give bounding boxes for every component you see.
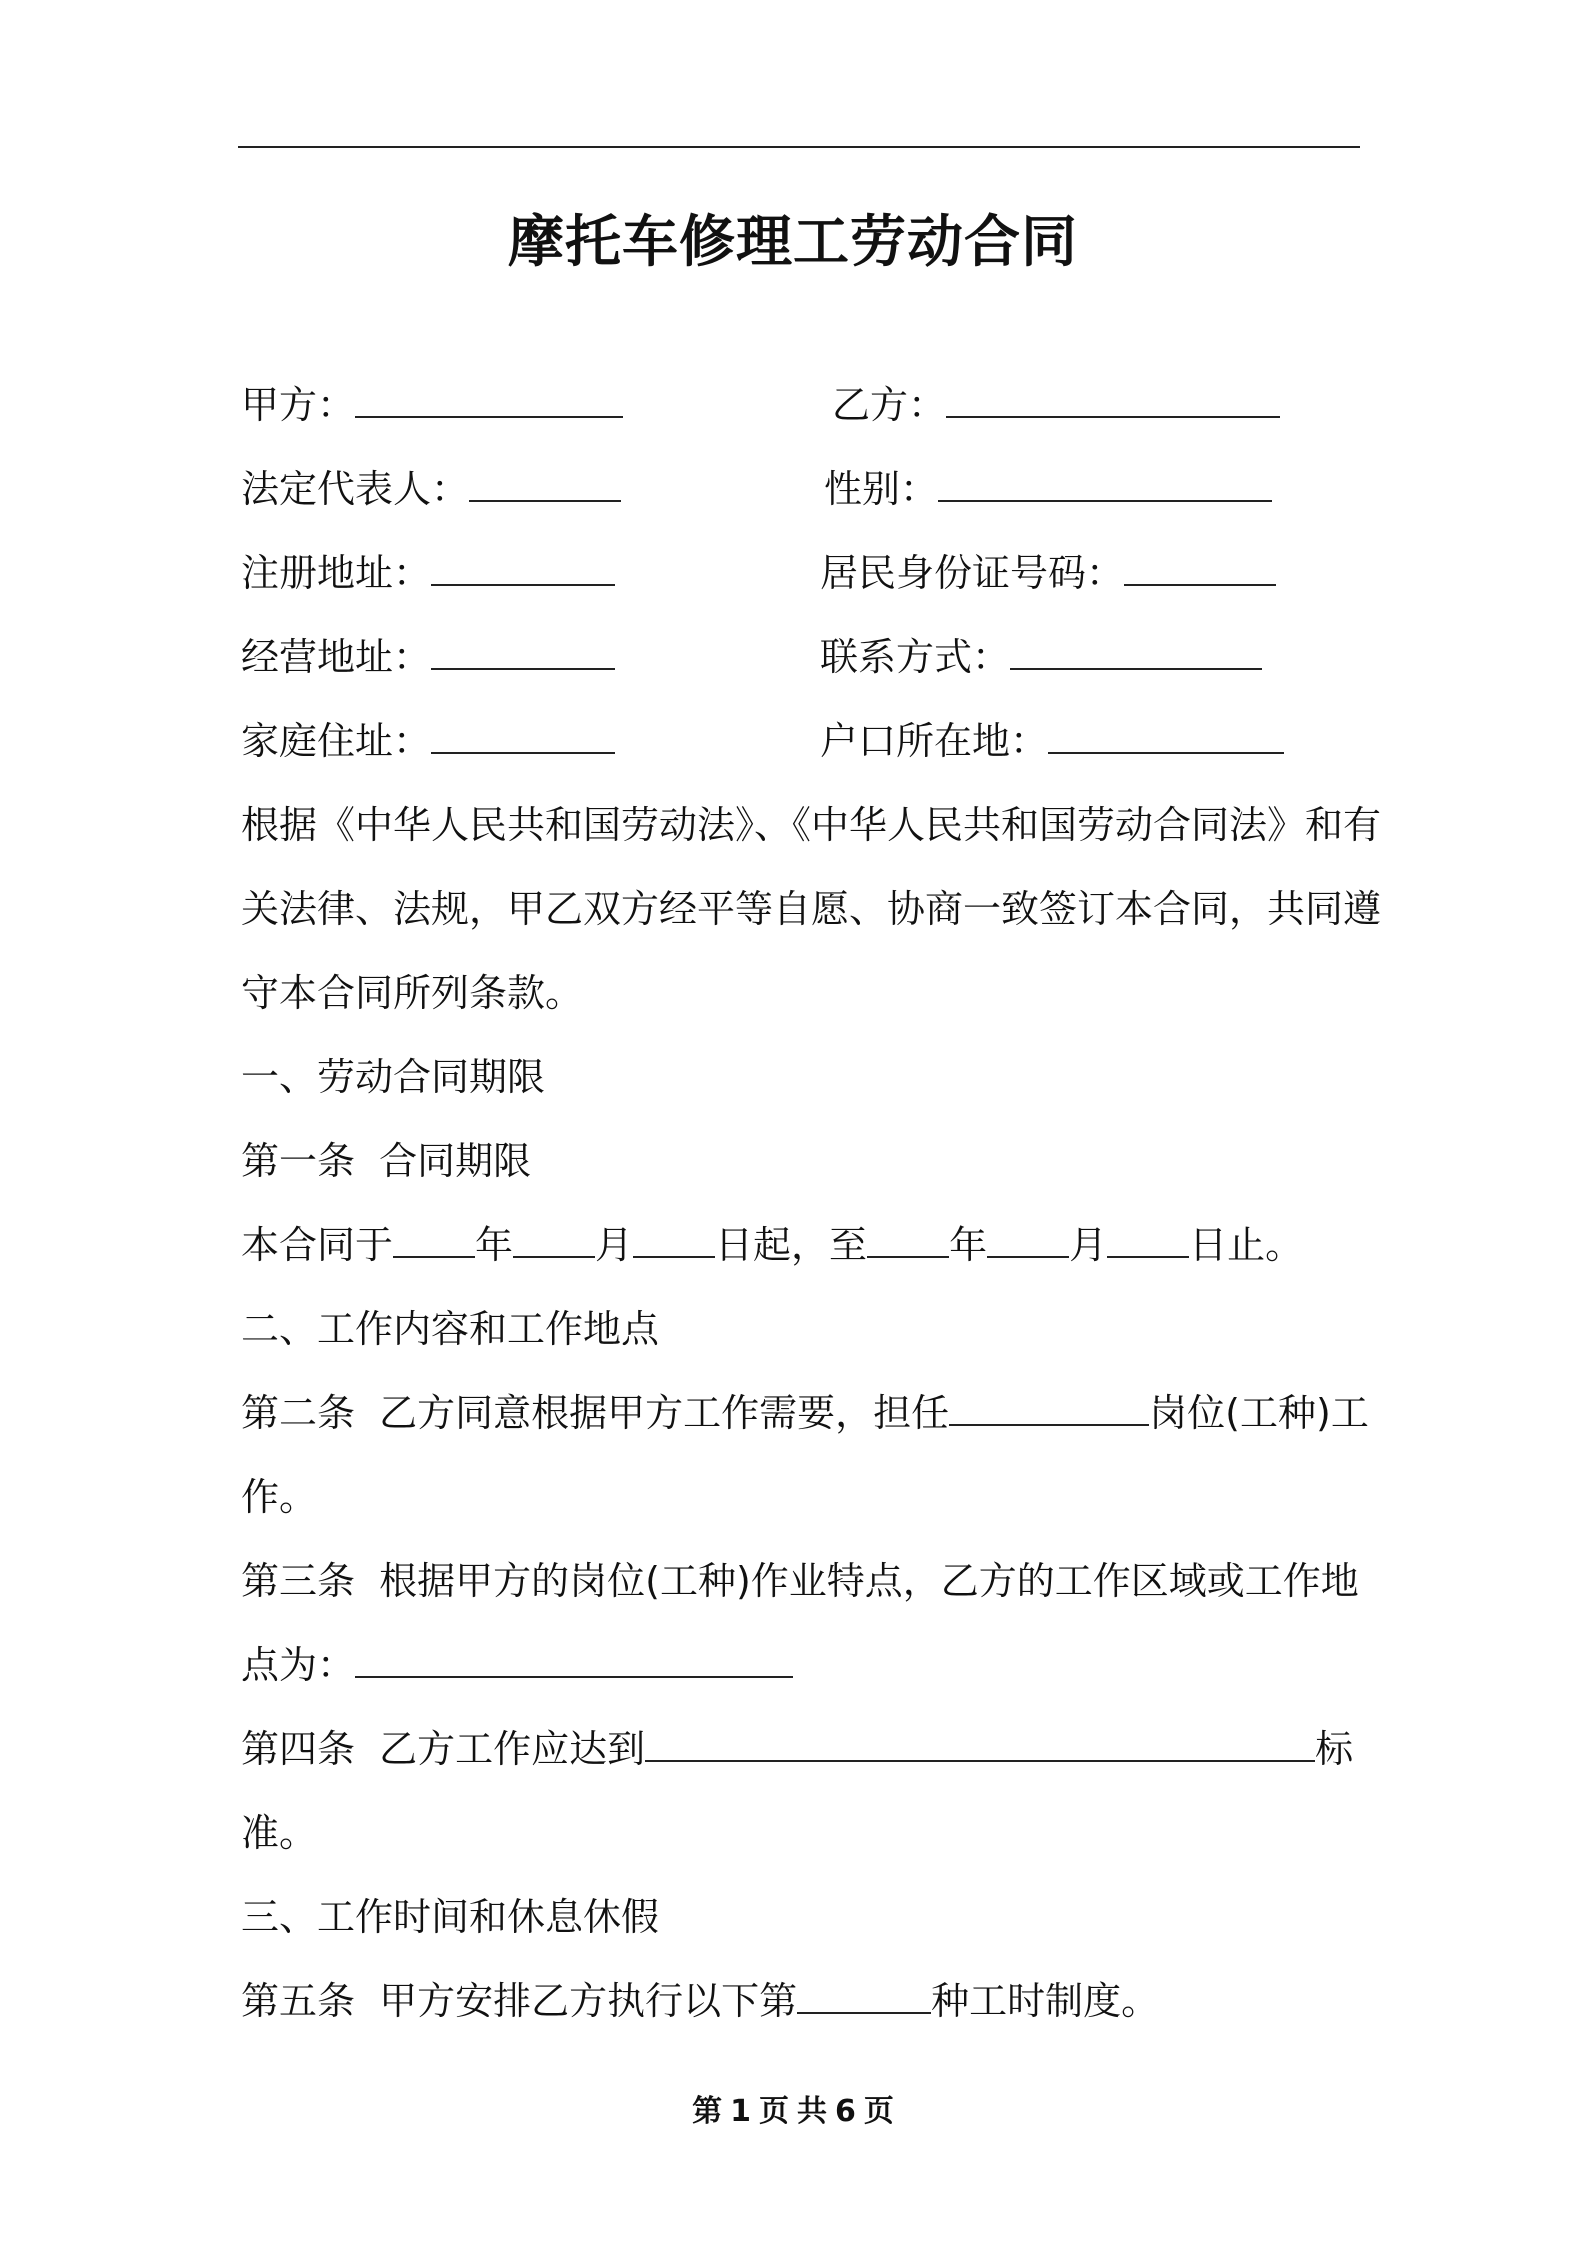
- contact-row: [820, 632, 1262, 682]
- contact-blank: [1010, 634, 1262, 670]
- intro-line-3: 守本合同所列条款。: [241, 971, 584, 1015]
- id-number-row: [820, 548, 1276, 598]
- section-2-heading: 二、工作内容和工作地点: [241, 1307, 660, 1351]
- id-number-label: 居民身份证号码：: [820, 551, 1125, 595]
- art1-prefix: 本合同于: [241, 1223, 394, 1267]
- article-1-text: [241, 1220, 1303, 1270]
- header-rule: [238, 146, 1360, 148]
- party-a-blank: [355, 382, 623, 418]
- footer-ye: 页: [759, 2094, 789, 2129]
- article-4-line-2: 准。: [241, 1811, 318, 1855]
- gender-row: [824, 464, 1272, 514]
- footer-page-number: 1: [730, 2094, 751, 2129]
- party-b-row: [832, 380, 1280, 430]
- start-month-blank: [513, 1222, 595, 1258]
- art1-year-2: 年: [949, 1223, 988, 1267]
- footer-di: 第: [692, 2094, 723, 2129]
- gender-label: 性别：: [824, 467, 939, 511]
- household-reg-label: 户口所在地：: [820, 719, 1049, 763]
- contact-label: 联系方式：: [820, 635, 1011, 679]
- art5-suffix: 种工时制度。: [931, 1979, 1160, 2023]
- article-3-line-1: 第三条 根据甲方的岗位(工种)作业特点，乙方的工作区域或工作地: [241, 1559, 1359, 1603]
- article-2-line-2: 作。: [241, 1475, 318, 1519]
- start-day-blank: [633, 1222, 715, 1258]
- intro-line-1: 根据《中华人民共和国劳动法》、《中华人民共和国劳动合同法》和有: [241, 803, 1382, 847]
- id-number-blank: [1124, 550, 1276, 586]
- art5-prefix: 第五条 甲方安排乙方执行以下第: [241, 1979, 798, 2023]
- home-address-label: 家庭住址：: [241, 719, 432, 763]
- art3-label: 点为：: [241, 1643, 356, 1687]
- end-year-blank: [867, 1222, 949, 1258]
- footer-ye-2: 页: [863, 2094, 894, 2129]
- work-location-blank: [355, 1642, 793, 1678]
- article-5-line: [241, 1976, 1159, 2026]
- legal-rep-label: 法定代表人：: [241, 467, 470, 511]
- party-a-row: [241, 380, 623, 430]
- biz-address-row: [241, 632, 615, 682]
- legal-rep-row: [241, 464, 621, 514]
- legal-rep-blank: [469, 466, 621, 502]
- home-address-blank: [431, 718, 615, 754]
- art1-month-1: 月: [595, 1223, 634, 1267]
- art2-suffix: 岗位(工种)工: [1149, 1391, 1369, 1435]
- article-2-line-1: [241, 1388, 1369, 1438]
- end-month-blank: [987, 1222, 1069, 1258]
- party-b-label: 乙方：: [832, 383, 947, 427]
- party-a-label: 甲方：: [241, 383, 356, 427]
- footer-gong: 共: [797, 2094, 827, 2129]
- work-hour-system-blank: [797, 1978, 931, 2014]
- home-address-row: [241, 716, 615, 766]
- footer-total-pages: 6: [835, 2094, 856, 2129]
- reg-address-label: 注册地址：: [241, 551, 432, 595]
- art1-day-from: 日起，至: [715, 1223, 868, 1267]
- reg-address-row: [241, 548, 615, 598]
- position-blank: [949, 1390, 1149, 1426]
- start-year-blank: [393, 1222, 475, 1258]
- article-3-line-2: [241, 1640, 793, 1690]
- art4-prefix: 第四条 乙方工作应达到: [241, 1727, 646, 1771]
- art1-month-2: 月: [1069, 1223, 1108, 1267]
- household-reg-row: [820, 716, 1284, 766]
- art2-prefix: 第二条 乙方同意根据甲方工作需要，担任: [241, 1391, 950, 1435]
- section-1-heading: 一、劳动合同期限: [241, 1055, 546, 1099]
- household-reg-blank: [1048, 718, 1284, 754]
- biz-address-label: 经营地址：: [241, 635, 432, 679]
- document-title: 摩托车修理工劳动合同: [508, 210, 1078, 275]
- gender-blank: [938, 466, 1272, 502]
- end-day-blank: [1107, 1222, 1189, 1258]
- art1-year-1: 年: [475, 1223, 514, 1267]
- art1-day-to: 日止。: [1189, 1223, 1304, 1267]
- article-1-title: 第一条 合同期限: [241, 1139, 532, 1183]
- art4-suffix: 标: [1315, 1727, 1354, 1771]
- page-footer: [0, 2092, 1586, 2132]
- party-b-blank: [946, 382, 1280, 418]
- intro-line-2: 关法律、法规，甲乙双方经平等自愿、协商一致签订本合同，共同遵: [241, 887, 1382, 931]
- reg-address-blank: [431, 550, 615, 586]
- article-4-line-1: [241, 1724, 1353, 1774]
- biz-address-blank: [431, 634, 615, 670]
- work-standard-blank: [645, 1726, 1315, 1762]
- section-3-heading: 三、工作时间和休息休假: [241, 1895, 660, 1939]
